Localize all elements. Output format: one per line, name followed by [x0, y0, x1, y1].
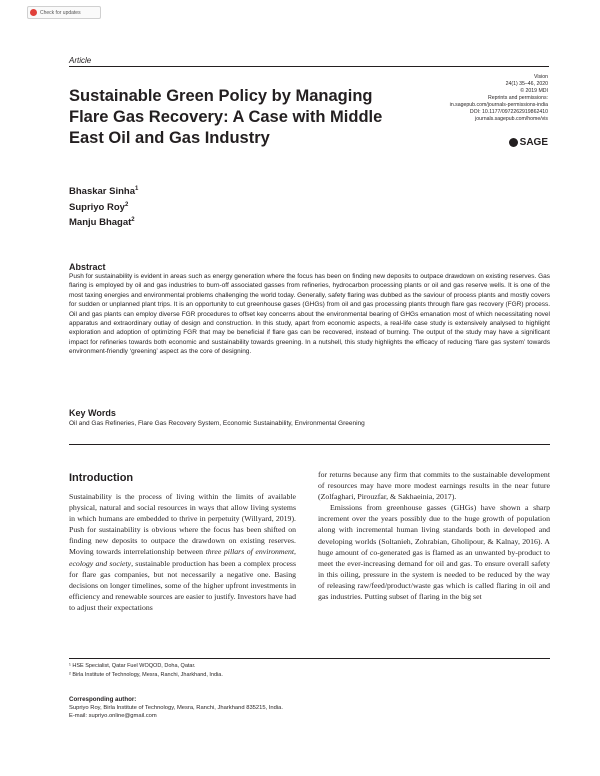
paragraph: Emissions from greenhouse gasses (GHGs) have shown a sharp increment over the years possibly due to the huge growth of population along with incremental human living standards both in developed and developing worlds (Soltanieh, Zohrabian, Gholipour, & Kalnay, 2016). A huge amount of co-generated gas is flamed as an unwanted by-product to meet the ever-increasing demand for oil and gas. To ensure overall safety in this oiling, pressure in the system is needed to be reduced by the way of releasing raw/feed/product/waste gas which is called flaring in oil and gas industries. Putting subset of flaring in the big set [318, 503, 550, 602]
article-type-label: Article [69, 56, 92, 65]
abstract-body: Push for sustainability is evident in areas such as energy generation where the focus has been on finding new deposits to outpace drawdown on existing reserves. Gas flaring is employed by oil and gas industries to burn-off associated gasses from refineries, hydrocarbon processing plants or oil and gas reserve wells. It is one of the most taxing energies and environmental problems challenging the world today. Generally, safety flaring was dubbed as the saviour of process plants and mostly covers for sudden or unplanned plant trips. It is an opportunity to cut greenhouse gases (GHGs) from oil and gas processing plants through flare gas recovery (FGR) process. Oil and gas plants can employ diverse FGR procedures to offset key concerns about the environmental bearing of GHGs emanation most of which necessitating novel apparatus and extraordinary outlay of design and construction. In this study, apart from economic aspects, a real-life case study is extensively analysed to highlight exploration and adoption of optimizing FGR that may be beneficial if flare gas can be recovered, instead of burning. The output of the study may have a significant impact for refineries towards both economic and sustainability towards greening. In a nutshell, this study highlights the efficacy of reducing ‘flare gas system’ towards environment-friendly ‘greening’ aspect as the core of designing. [69, 273, 550, 356]
body-column-right [318, 469, 550, 602]
affiliation-footnotes [69, 662, 223, 679]
article-title: Sustainable Green Policy by Managing Flare Gas Recovery: A Case with Middle East Oil and Gas Industry [69, 87, 383, 147]
copyright: © 2019 MDI [520, 88, 548, 94]
reprints-link[interactable]: in.sagepub.com/journals-permissions-india [449, 102, 548, 108]
header-rule [69, 66, 549, 67]
section-rule [69, 444, 550, 445]
reprints-label: Reprints and permissions: [488, 95, 548, 101]
sage-mark-icon [509, 138, 518, 147]
journal-volume: 24(1) 35–46, 2020 [505, 81, 548, 87]
author: Bhaskar Sinha$^1$ [69, 186, 139, 198]
footnote: ² Birla Institute of Technology, Mesra, Ranchi, Jharkhand, India. [69, 671, 223, 678]
footnote-rule [69, 658, 550, 659]
sage-logo [509, 137, 548, 148]
keywords-heading: Key Words [69, 408, 116, 418]
journal-name: Vision [533, 74, 548, 80]
abstract-heading: Abstract [69, 262, 106, 272]
update-check-icon [30, 9, 37, 16]
corresponding-email[interactable]: E-mail: supriyo.online@gmail.com [69, 713, 157, 720]
check-for-updates-label: Check for updates [40, 9, 81, 16]
paragraph: Sustainability is the process of living within the limits of available physical, natural and social resources in ways that allow living systems in which humans are embedded to thrive in perpetuity (Willyard, 2019). Push for sustainability is obvious where the focus has been shifted on finding new deposits to outpace the drawdown on existing reserves. Moving towards interrelationship between three pillars of environment, ecology and society, sustainable production has been a complex process for flare gas companies, but not necessarily a negative one. Basing decisions on longer timelines, some of the higher upfront investments in efficiency and renewable sources are easier to justify. Investors have had to adjust their expectations [69, 492, 297, 612]
keywords-list: Oil and Gas Refineries, Flare Gas Recovery System, Economic Sustainability, Environmental Greening [69, 420, 365, 427]
journal-meta [398, 74, 548, 123]
journal-url[interactable]: journals.sagepub.com/home/vis [475, 116, 548, 122]
introduction-heading: Introduction [69, 472, 134, 484]
author: Manju Bhagat$^2$ [69, 217, 135, 229]
corresponding-heading: Corresponding author: [69, 696, 137, 703]
publisher-name: SAGE [519, 137, 548, 148]
corresponding-author [69, 696, 283, 721]
check-for-updates-badge[interactable] [27, 6, 101, 19]
paragraph: for returns because any firm that commits to the sustainable development of resources may have more modest earnings results in the near future (Zolfaghari, Pirouzfar, & Sakhaeinia, 2017). [318, 470, 550, 502]
author-list [69, 183, 138, 230]
author: Supriyo Roy$^2$ [69, 201, 129, 213]
body-column-left [69, 491, 296, 613]
corresponding-address: Supriyo Roy, Birla Institute of Technology, Mesra, Ranchi, Jharkhand 835215, India. [69, 705, 283, 712]
footnote: ¹ HSE Specialist, Qatar Fuel WOQOD, Doha, Qatar. [69, 663, 196, 669]
doi[interactable]: DOI: 10.1177/0972262919862410 [469, 109, 548, 115]
